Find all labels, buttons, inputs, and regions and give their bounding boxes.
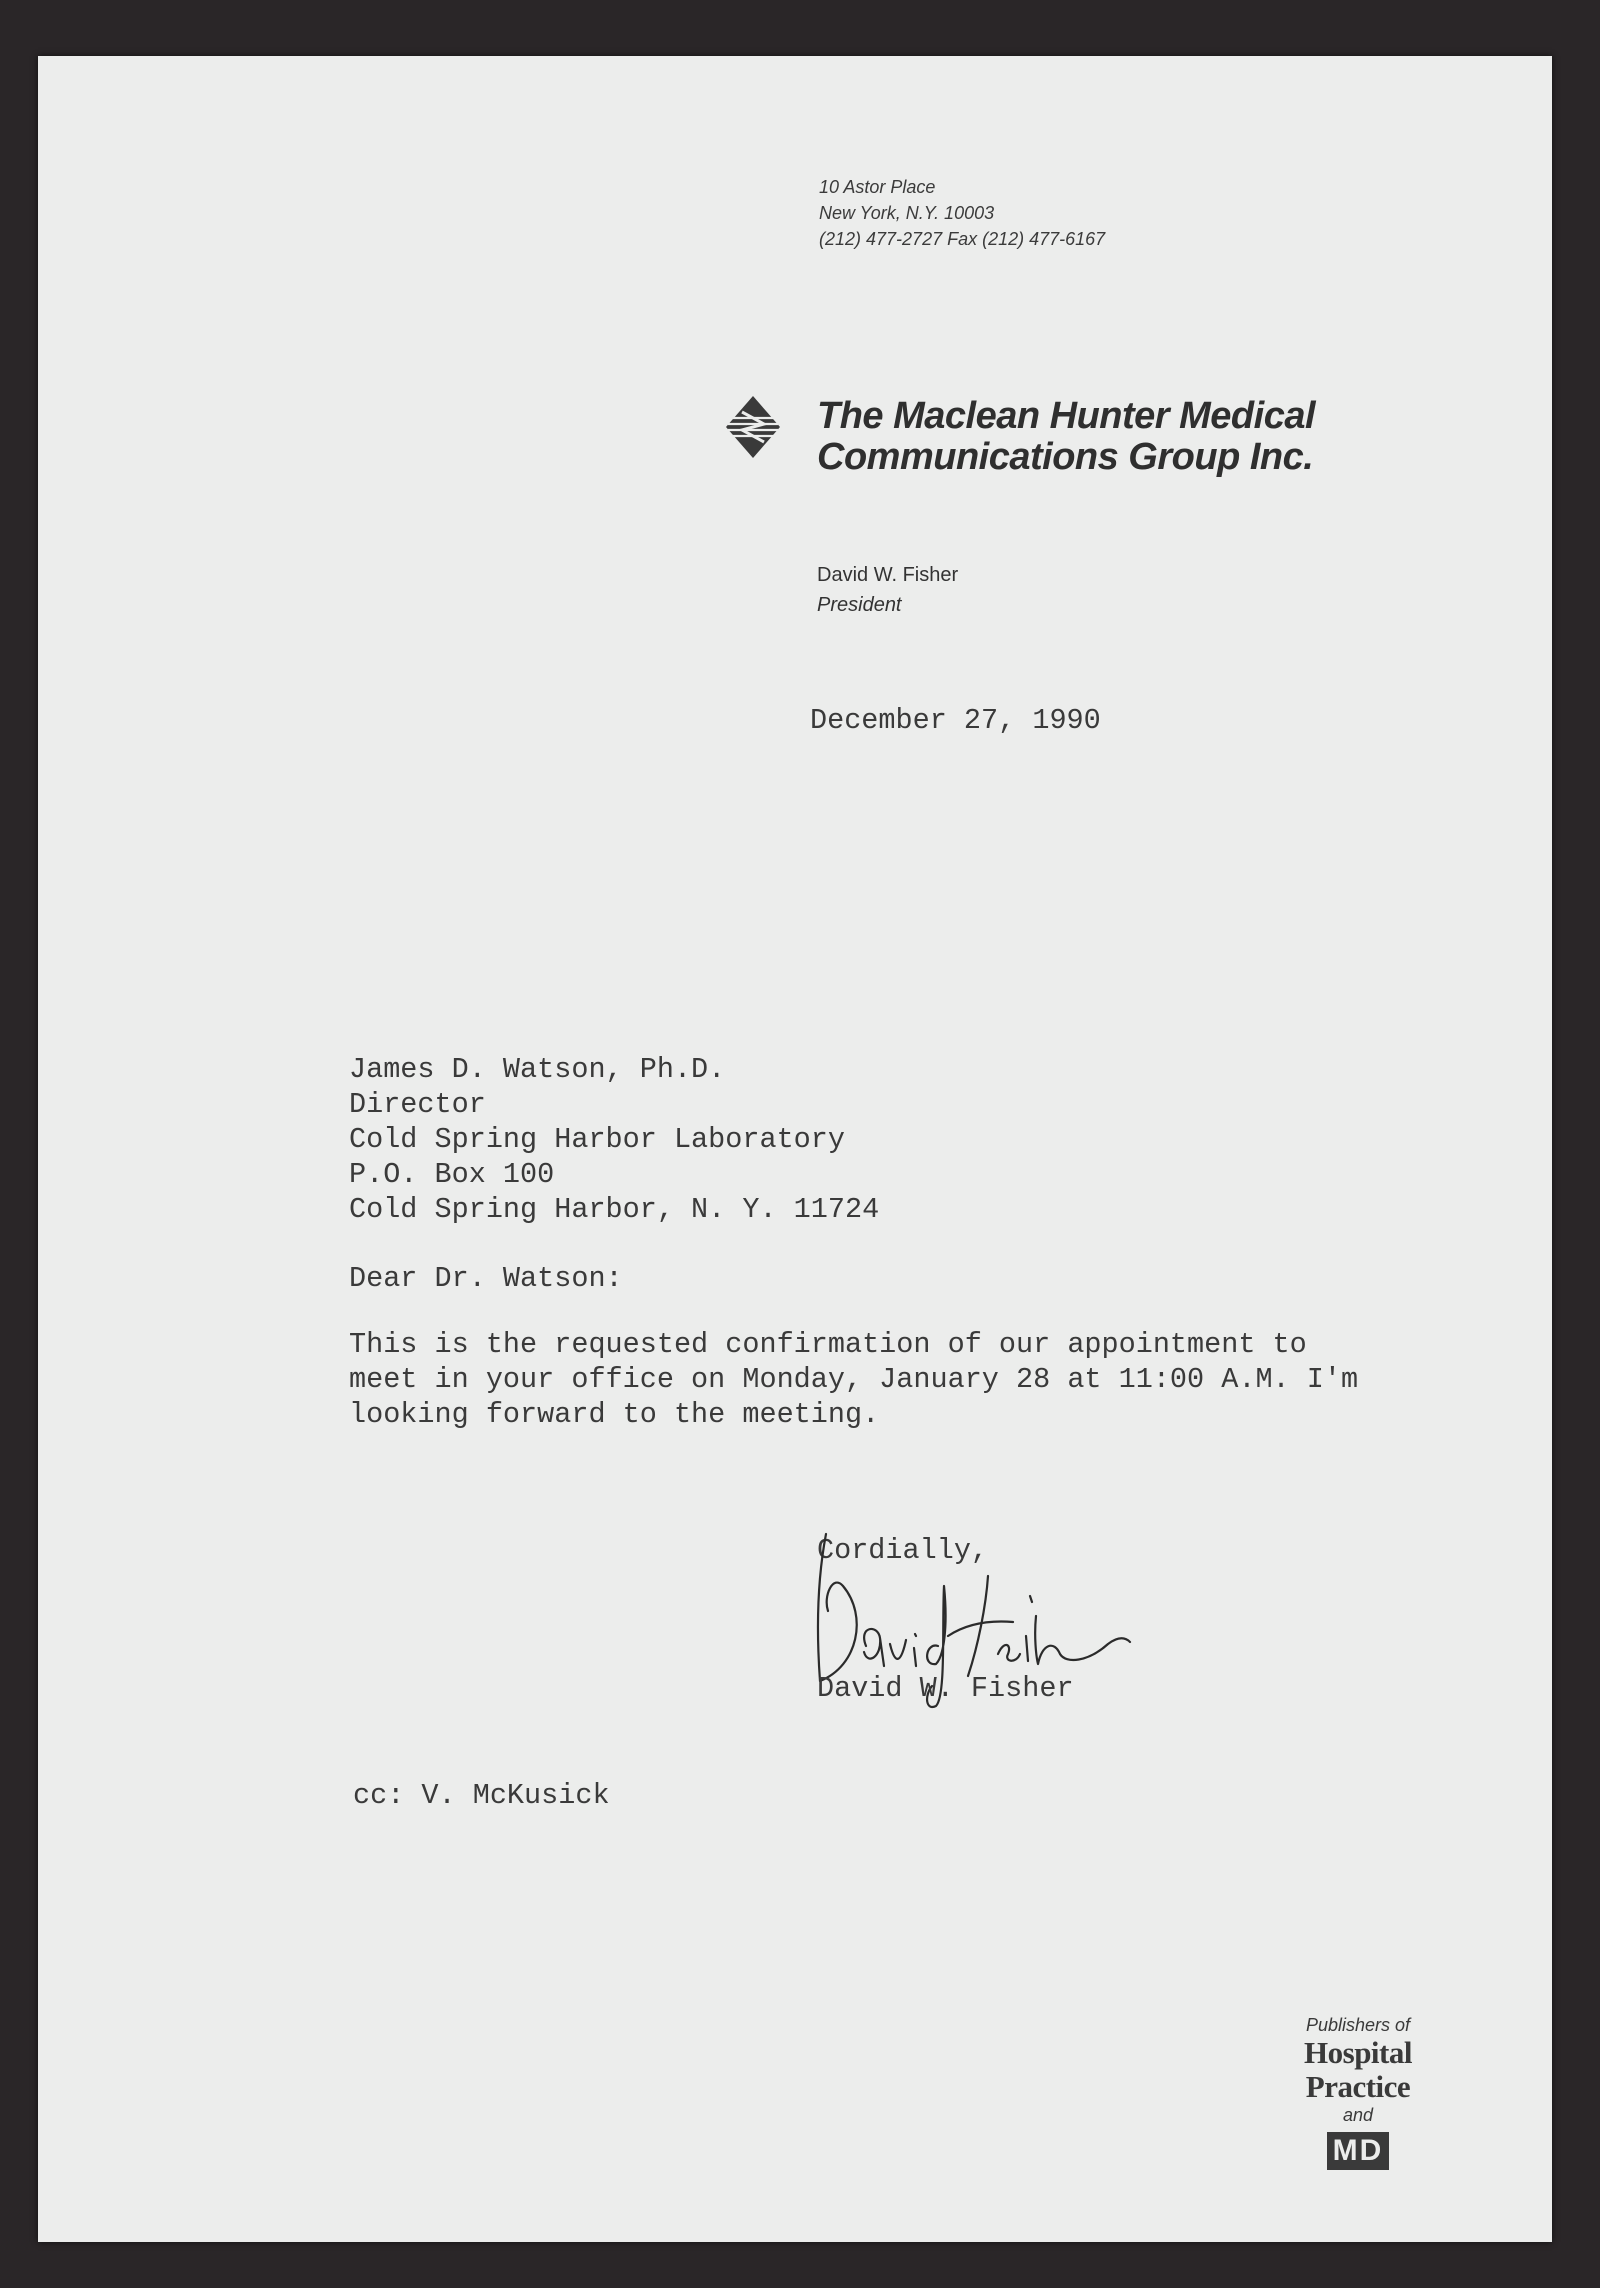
body-line: meet in your office on Monday, January 28 at 11:00 A.M. I'm <box>349 1363 1359 1396</box>
publication-hospital: Hospital <box>1304 2035 1412 2070</box>
carbon-copy: cc: V. McKusick <box>353 1779 610 1812</box>
recipient-name: James D. Watson, Ph.D. <box>349 1053 726 1086</box>
address-phone: (212) 477-2727 Fax (212) 477-6167 <box>819 229 1106 249</box>
recipient-address <box>349 1052 879 1227</box>
letter-body <box>349 1327 1358 1432</box>
body-line: looking forward to the meeting. <box>349 1398 880 1431</box>
officer-title: President <box>817 594 902 616</box>
recipient-organization: Cold Spring Harbor Laboratory <box>349 1123 845 1156</box>
address-street: 10 Astor Place <box>819 177 936 197</box>
company-name-line-1: The Maclean Hunter Medical <box>817 395 1316 437</box>
company-logo-icon <box>724 396 782 458</box>
recipient-city: Cold Spring Harbor, N. Y. 11724 <box>349 1193 880 1226</box>
signer-name: David W. Fisher <box>817 1672 1074 1705</box>
letter-page <box>38 56 1552 2242</box>
closing: Cordially, <box>817 1534 989 1567</box>
officer-name: David W. Fisher <box>817 564 959 586</box>
address-city: New York, N.Y. 10003 <box>819 203 995 223</box>
letterhead-address <box>819 174 1105 252</box>
letter-date: December 27, 1990 <box>810 704 1101 737</box>
recipient-po-box: P.O. Box 100 <box>349 1158 555 1191</box>
publication-practice: Practice <box>1305 2069 1411 2104</box>
publisher-footer <box>1258 2014 1458 2170</box>
company-name <box>817 396 1315 478</box>
officer-block <box>817 560 958 620</box>
salutation: Dear Dr. Watson: <box>349 1262 623 1295</box>
and-label: and <box>1342 2105 1374 2125</box>
md-logo: MD <box>1327 2132 1390 2170</box>
company-name-line-2: Communications Group Inc. <box>817 436 1314 478</box>
recipient-title: Director <box>349 1088 486 1121</box>
publishers-of-label: Publishers of <box>1305 2015 1411 2035</box>
body-line: This is the requested confirmation of our appointment to <box>349 1328 1307 1361</box>
